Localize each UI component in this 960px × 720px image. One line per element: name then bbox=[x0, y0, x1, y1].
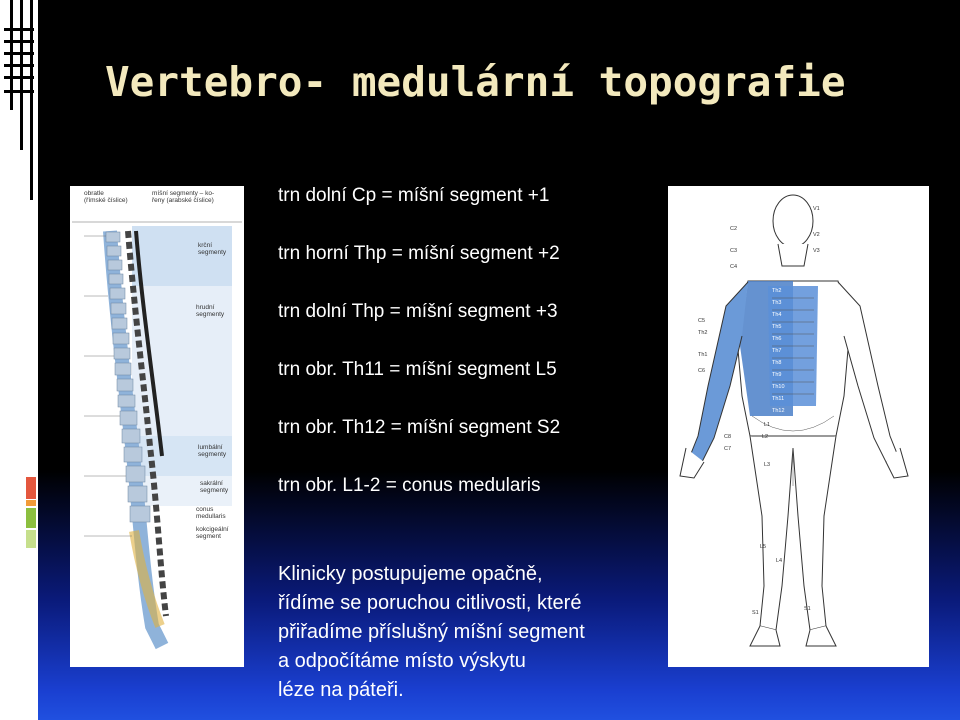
label-v2: V2 bbox=[813, 232, 820, 238]
region-cervical-label: krční segmenty bbox=[198, 242, 227, 256]
label-l5: L5 bbox=[760, 544, 767, 550]
label-c7: C7 bbox=[724, 446, 732, 452]
label-th8: Th8 bbox=[772, 360, 782, 366]
note-line: a odpočítáme místo výskytu bbox=[278, 650, 526, 672]
bullet-item: trn obr. Th11 = míšní segment L5 bbox=[278, 359, 557, 380]
label-th2-left: Th2 bbox=[698, 330, 708, 336]
accent-green-light bbox=[26, 530, 36, 548]
bullet-item: trn horní Thp = míšní segment +2 bbox=[278, 243, 560, 264]
bullet-item: trn obr. Th12 = míšní segment S2 bbox=[278, 417, 561, 438]
label-s1-right: S1 bbox=[804, 606, 811, 612]
label-c6: C6 bbox=[698, 368, 706, 374]
label-l3: L3 bbox=[764, 462, 771, 468]
region-thoracic-label: hrudní segmenty bbox=[196, 304, 225, 318]
slide-title: Vertebro- medulární topografie bbox=[105, 58, 846, 106]
accent-green bbox=[26, 508, 36, 528]
spine-diagram bbox=[70, 186, 244, 667]
dermatome-figure bbox=[668, 186, 929, 667]
label-c3: C3 bbox=[730, 248, 738, 254]
spine-segments-figure bbox=[70, 186, 244, 667]
note-line: řídíme se poruchou citlivosti, které bbox=[278, 592, 582, 614]
label-l1: L1 bbox=[764, 422, 771, 428]
accent-red bbox=[26, 477, 36, 499]
label-c2: C2 bbox=[730, 226, 738, 232]
region-lumbar-label: lumbální segmenty bbox=[198, 444, 227, 458]
label-th1: Th1 bbox=[698, 352, 708, 358]
fig1-header-left: obratle (římské číslice) bbox=[84, 190, 128, 204]
dermatome-body-diagram bbox=[668, 186, 929, 667]
label-th6: Th6 bbox=[772, 336, 782, 342]
label-th7: Th7 bbox=[772, 348, 782, 354]
region-conus-label: conus medullaris bbox=[196, 506, 226, 520]
label-th12: Th12 bbox=[772, 408, 785, 414]
bullet-item: trn dolní Cp = míšní segment +1 bbox=[278, 185, 550, 206]
label-th11: Th11 bbox=[772, 396, 785, 402]
bullet-item: trn dolní Thp = míšní segment +3 bbox=[278, 301, 558, 322]
label-v1: V1 bbox=[813, 206, 820, 212]
label-s1-left: S1 bbox=[752, 610, 759, 616]
label-c4: C4 bbox=[730, 264, 738, 270]
label-l4: L4 bbox=[776, 558, 783, 564]
label-th10: Th10 bbox=[772, 384, 785, 390]
bullet-item: trn obr. L1-2 = conus medularis bbox=[278, 475, 541, 496]
label-l2: L2 bbox=[762, 434, 769, 440]
note-line: léze na páteři. bbox=[278, 679, 404, 701]
note-line: přiřadíme příslušný míšní segment bbox=[278, 621, 585, 643]
label-th5: Th5 bbox=[772, 324, 782, 330]
corner-decoration bbox=[0, 0, 38, 200]
label-th4: Th4 bbox=[772, 312, 782, 318]
region-sacral-label: sakrální segmenty bbox=[200, 480, 229, 494]
fig1-header-right: míšní segmenty – ko- řeny (arabské číslice) bbox=[152, 190, 215, 204]
accent-orange bbox=[26, 500, 36, 506]
region-coccygeal-label: kokcigeální segment bbox=[196, 526, 229, 540]
label-v3: V3 bbox=[813, 248, 820, 254]
label-th9: Th9 bbox=[772, 372, 782, 378]
label-th3: Th3 bbox=[772, 300, 782, 306]
label-c8: C8 bbox=[724, 434, 732, 440]
label-c5: C5 bbox=[698, 318, 706, 324]
note-line: Klinicky postupujeme opačně, bbox=[278, 563, 543, 585]
clinical-note bbox=[278, 560, 678, 705]
label-th2: Th2 bbox=[772, 288, 782, 294]
